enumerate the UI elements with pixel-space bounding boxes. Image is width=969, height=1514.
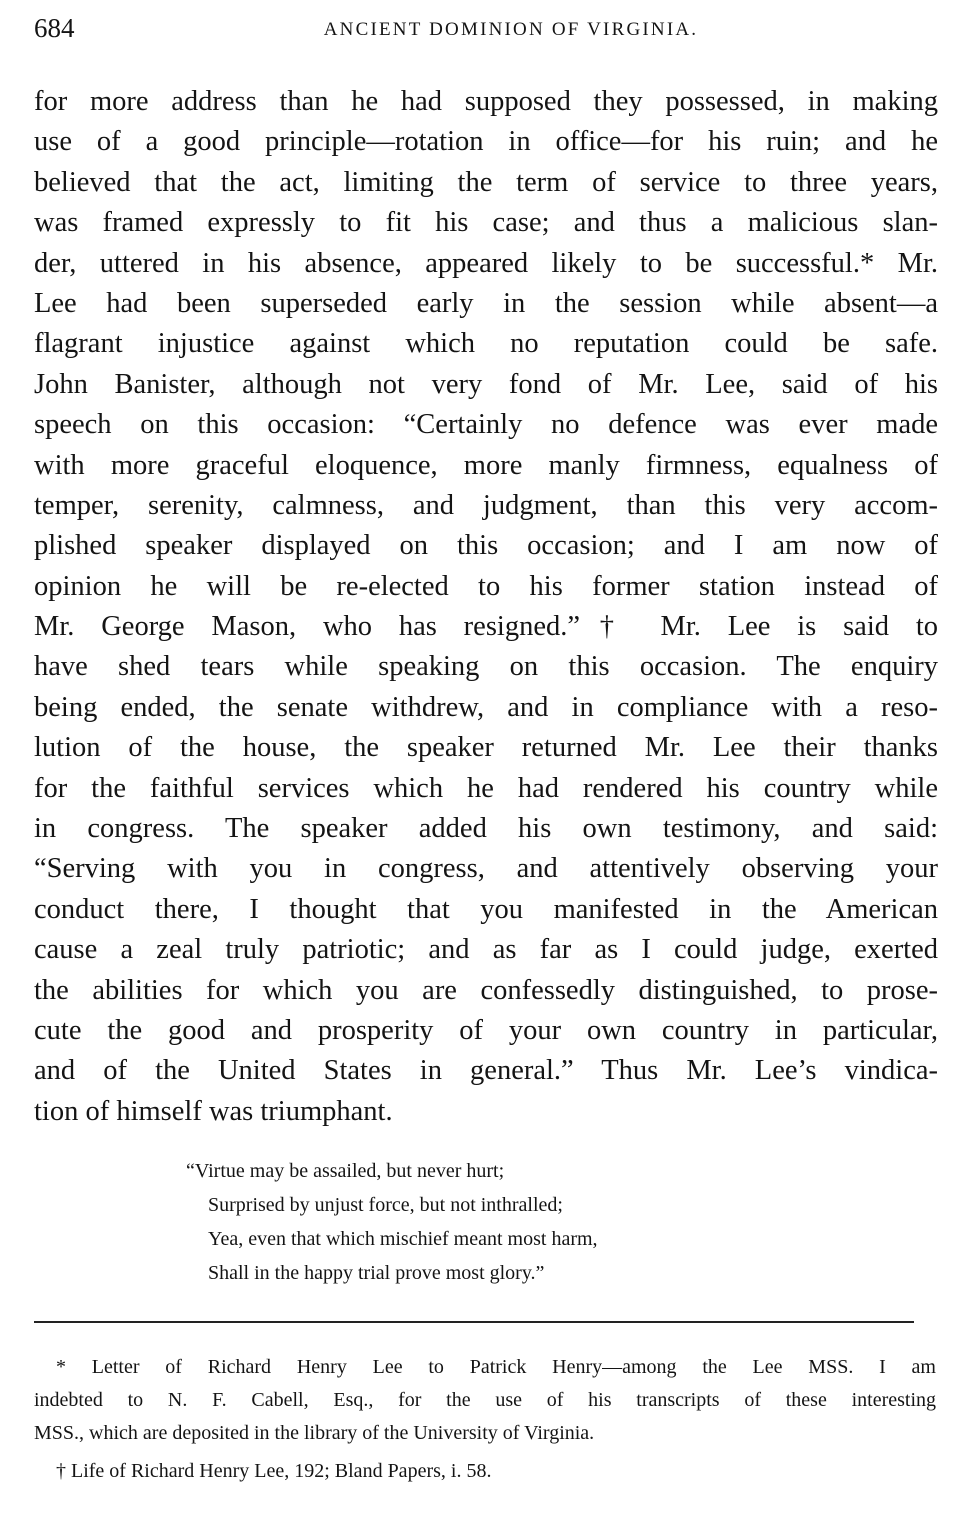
running-title: ANCIENT DOMINION OF VIRGINIA. xyxy=(323,19,699,40)
poem-line: Yea, even that which mischief meant most harm, xyxy=(208,1228,598,1250)
body-line: with more graceful eloquence, more manly firmness, equalness of xyxy=(34,449,938,481)
body-line: Mr. George Mason, who has resigned.”† Mr. Lee is said to xyxy=(34,611,938,643)
body-line: in congress. The speaker added his own testimony, and said: xyxy=(34,813,938,845)
body-line: being ended, the senate withdrew, and in compliance with a reso- xyxy=(34,691,938,723)
body-line: believed that the act, limiting the term of service to three years, xyxy=(34,166,938,198)
body-line: opinion he will be re-elected to his former station instead of xyxy=(34,570,938,602)
body-line: plished speaker displayed on this occasion; and I am now of xyxy=(34,530,938,562)
footnote-line: indebted to N. F. Cabell, Esq., for the use of his transcripts of these interesting xyxy=(34,1389,936,1411)
poem-line: Surprised by unjust force, but not inthralled; xyxy=(208,1194,563,1216)
footnote-1 xyxy=(34,1351,936,1450)
page-header xyxy=(34,10,934,50)
poem-line: Shall in the happy trial prove most glory.” xyxy=(208,1262,545,1284)
body-line: the abilities for which you are confessedly distinguished, to prose- xyxy=(34,974,938,1006)
body-line: Lee had been superseded early in the session while absent—a xyxy=(34,287,938,319)
body-line: flagrant injustice against which no reputation could be safe. xyxy=(34,328,938,360)
body-line: for more address than he had supposed they possessed, in making xyxy=(34,86,938,117)
footnote-line: MSS., which are deposited in the library of the University of Virginia. xyxy=(34,1422,595,1444)
page-number: 684 xyxy=(34,13,75,43)
body-line: have shed tears while speaking on this occasion. The enquiry xyxy=(34,651,938,683)
body-line: “Serving with you in congress, and attentively observing your xyxy=(34,853,938,885)
footnote-divider xyxy=(34,1321,914,1323)
body-line: cute the good and prosperity of your own country in particular, xyxy=(34,1014,938,1046)
body-line: cause a zeal truly patriotic; and as far as I could judge, exerted xyxy=(34,934,938,966)
body-line: John Banister, although not very fond of Mr. Lee, said of his xyxy=(34,368,938,400)
body-line: conduct there, I thought that you manifested in the American xyxy=(34,893,938,925)
body-line: was framed expressly to fit his case; and thus a malicious slan- xyxy=(34,207,938,239)
body-paragraph xyxy=(34,82,938,1132)
body-line: for the faithful services which he had rendered his country while xyxy=(34,772,938,804)
body-line: der, uttered in his absence, appeared likely to be successful.* Mr. xyxy=(34,247,938,279)
body-line: and of the United States in general.” Thus Mr. Lee’s vindica- xyxy=(34,1055,938,1087)
body-line: lution of the house, the speaker returned Mr. Lee their thanks xyxy=(34,732,938,764)
footnote-line: * Letter of Richard Henry Lee to Patrick Henry—among the Lee MSS. I am xyxy=(56,1356,936,1378)
poem-quotation xyxy=(186,1154,786,1290)
body-line: temper, serenity, calmness, and judgment, than this very accom- xyxy=(34,489,938,521)
footnote-2: † Life of Richard Henry Lee, 192; Bland Papers, i. 58. xyxy=(56,1460,492,1482)
poem-line: “Virtue may be assailed, but never hurt; xyxy=(186,1160,505,1182)
body-line: speech on this occasion: “Certainly no defence was ever made xyxy=(34,409,938,441)
body-line: tion of himself was triumphant. xyxy=(34,1095,393,1127)
body-line: use of a good principle—rotation in office—for his ruin; and he xyxy=(34,126,938,158)
